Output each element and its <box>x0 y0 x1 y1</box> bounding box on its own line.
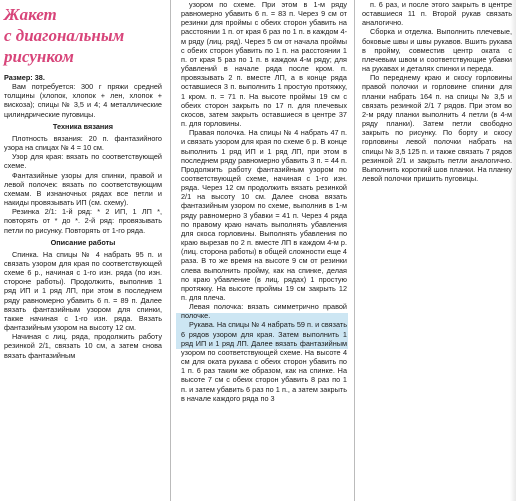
column-2-body <box>181 0 347 403</box>
paragraph: Узор для края: вязать по соответствующей схеме. <box>4 152 162 171</box>
column-divider-left <box>170 0 171 501</box>
paragraph: Начиная с лиц. ряда, продолжить работу резинкой 2/1, связать 10 см, а затем снова вязать фантазийным <box>4 332 162 360</box>
paragraph: По переднему краю и скосу горловины правой полочки и горловине спинки для планки набрать 164 п. на спицы № 3,5 и связать резинкой 2/1 7 рядов. При этом во 2-м ряду планки выполнить 4 петли (в 4-м ряду планки). Затем петли свободно закрыть по рисунку. По борту и скосу горловины левой полочки набрать на спицы № 3,5 125 п. и также связать 7 рядов резинкой 2/1 и закрыть петли аналогично. Выполнить короткий шов планки. На планку левой полочки пришить пуговицы. <box>362 73 512 183</box>
title-line-1: Жакет <box>4 5 57 24</box>
section-heading: Техника вязания <box>52 121 114 131</box>
paragraph: Резинка 2/1: 1-й ряд: * 2 ИП, 1 ЛП *, повторять от * до *. 2-й ряд: провязывать петли по рисунку. Повторять от 1-го ряда. <box>4 207 162 235</box>
paragraph: Правая полочка. На спицы № 4 набрать 47 п. и связать узором для края по схеме 6 р. В конце выполнить 1 ряд ИП и 1 ряд ЛП, при этом в последнем ряду равномерно убавить 3 п. = 44 п. Продолжить работу фантазийным узором по соответствующей схеме, начиная с 1-го изн. ряда. Через 12 см продолжить вязать резинкой 2/1 на высоту 10 см. Далее снова вязать фантазийным узором по схеме, выполнив в 1-м ряду равномерно 3 убавки = 41 п. Через 4 ряда по правому краю начать выполнять убавления для скоса горловины. Выполнять убавления по краю вырезав по 2 п. вместе ЛП в каждом 4-м р. (лиц. сторона работы) в общей сложности еще 4 раза. В то же время на высоте 9 см от резинки слева выполнить пройму, как на спинке, делая по краю убавление (в лиц. рядах) 1 простую протяжку. На высоте проймы 19 см закрыть 12 п. для плеча. <box>181 128 347 302</box>
paragraph: п. 6 раз, и после этого закрыть в центре оставшиеся 11 п. Второй рукав связать аналогично. <box>362 0 512 28</box>
column-1 <box>4 0 162 360</box>
article-title <box>4 4 162 67</box>
paragraph: Размер: 38. <box>4 73 45 82</box>
paragraph: Спинка. На спицы № 4 набрать 95 п. и связать узором для края по соответствующей схеме 6 р., начиная с 1-го изн. ряда (по изн. стороне работы). Продолжить, выполнив 1 ряд ИП и 1 ряд ЛП, при этом в последнем ряду равномерно убавить 6 п. = 89 п. Далее вязать фантазийным узором для спинки, также начиная с 1-го изн. ряда. Вязать фантазийным узором на высоту 12 см. <box>4 249 162 333</box>
paragraph: Вам потребуется: 300 г пряжи средней толщины (хлопок, хлопок + лен, хлопок + вискоза); спицы № 3,5 и 4; 4 металлические цилиндрические пуговицы. <box>4 82 162 119</box>
paragraph: узором по схеме. При этом в 1-м ряду равномерно убавить 6 п. = 83 п. Через 9 см от резинки для проймы с обеих сторон убавить на расстоянии 1 п. от края 6 раз по 1 п. в каждом 4-м ряду (лиц. ряд). Через 5 см от начала проймы с обеих сторон убавить по 1 п. на расстоянии 1 п. от края 5 раз по 1 п. в каждом 4-м ряду; для убавлений в начале ряда после кром. п. провязывать 2 п. вместе ЛП, а в конце ряда оставшиеся 3 п. выполнить 1 простую протяжку, 1 кром. п. = 71 п. На высоте проймы 19 см с обеих сторон закрыть по 17 п. для плечевых скосов, затем закрыть оставшиеся в центре 37 п. для горловины. <box>181 0 347 129</box>
column-2 <box>181 0 347 403</box>
paragraph: Фантазийные узоры для спинки, правой и левой полочек: вязать по соответствующим схемам. В изнаночных рядах все петли и накиды провязывать ИП (см. схему). <box>4 170 162 208</box>
section-heading: Описание работы <box>50 237 116 247</box>
title-line-3: рисунком <box>4 47 74 66</box>
paragraph: Сборка и отделка. Выполнить плечевые, боковые швы и швы рукавов. Вшить рукава в пройму, совместив центр оката с плечевым швом и соответствующие убавки на рукавах и деталях спинки и переда. <box>362 27 512 74</box>
column-3-body <box>362 0 512 183</box>
paragraph: Плотность вязания: 20 п. фантазийного узора на спицах № 4 = 10 см. <box>4 133 162 153</box>
paragraph: Левая полочка: вязать симметрично правой полочке. <box>181 302 347 321</box>
column-3 <box>362 0 512 183</box>
title-line-2: с диагональным <box>4 26 125 45</box>
column-1-body <box>4 73 162 360</box>
column-divider-right <box>354 0 355 501</box>
paragraph: Рукава. На спицы № 4 набрать 59 п. и связать 6 рядов узором для края. Затем выполнить 1 ряд ИП и 1 ряд ЛП. Далее вязать фантазийным узором по соответствующей схеме. На высоте 4 см для оката рукава с обеих сторон убавить по 1 п. 6 раз таким же образом, как на спинке. На высоте 7 см с обеих сторон убавить 8 раз по 1 п. и затем убавить 6 раз по 1 п., а затем закрыть в начале каждого ряда по 3 <box>181 320 347 403</box>
